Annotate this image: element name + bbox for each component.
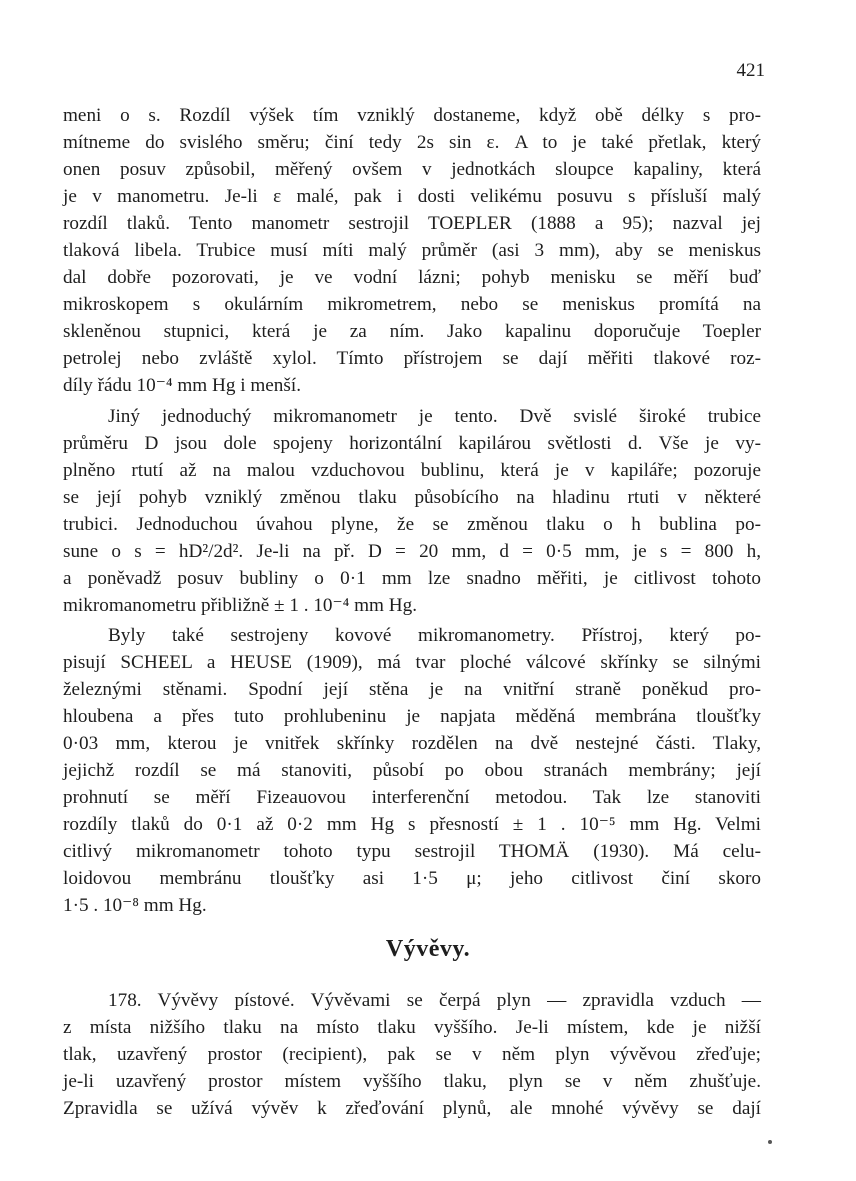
text-line: a poněvadž posuv bubliny o 0·1 mm lze snadno měřiti, je citlivost tohoto <box>63 568 761 589</box>
text-line: tlaková libela. Trubice musí míti malý průměr (asi 3 mm), aby se meniskus <box>63 240 761 261</box>
text-line: rozdíly tlaků do 0·1 až 0·2 mm Hg s přesností ± 1 . 10⁻⁵ mm Hg. Velmi <box>63 814 761 835</box>
page-number: 421 <box>736 60 765 81</box>
text-line: železnými stěnami. Spodní její stěna je na vnitřní straně poněkud pro- <box>63 679 761 700</box>
text-line: dal dobře pozorovati, je ve vodní lázni; pohyb menisku se měří buď <box>63 267 761 288</box>
text-line: díly řádu 10⁻⁴ mm Hg i menší. <box>63 375 301 396</box>
text-line: Byly také sestrojeny kovové mikromanometry. Přístroj, který po- <box>108 625 761 646</box>
text-line: rozdíl tlaků. Tento manometr sestrojil TOEPLER (1888 a 95); nazval jej <box>63 213 761 234</box>
text-line: prohnutí se měří Fizeauovou interferenční metodou. Tak lze stanoviti <box>63 787 761 808</box>
text-line: 178. Vývěvy pístové. Vývěvami se čerpá plyn — zpravidla vzduch — <box>108 990 761 1011</box>
text-line: mikroskopem s okulárním mikrometrem, nebo se meniskus promítá na <box>63 294 761 315</box>
text-line: hloubena a přes tuto prohlubeninu je napjata měděná membrána tloušťky <box>63 706 761 727</box>
scan-speck <box>768 1140 772 1144</box>
text-line: průměru D jsou dole spojeny horizontální kapilárou světlosti d. Vše je vy- <box>63 433 761 454</box>
text-line: 0·03 mm, kterou je vnitřek skřínky rozdělen na dvě nestejné části. Tlaky, <box>63 733 761 754</box>
section-heading: Vývěvy. <box>385 936 471 962</box>
text-line: tlak, uzavřený prostor (recipient), pak se v něm plyn vývěvou zřeďuje; <box>63 1044 761 1065</box>
text-line: se její pohyb vzniklý změnou tlaku působícího na hladinu rtuti v některé <box>63 487 761 508</box>
text-line: 1·5 . 10⁻⁸ mm Hg. <box>63 895 207 916</box>
text-line: Jiný jednoduchý mikromanometr je tento. Dvě svislé široké trubice <box>108 406 761 427</box>
text-line: sune o s = hD²/2d². Je-li na př. D = 20 mm, d = 0·5 mm, je s = 800 h, <box>63 541 761 562</box>
text-line: je-li uzavřený prostor místem vyššího tlaku, plyn se v něm zhušťuje. <box>63 1071 761 1092</box>
text-line: skleněnou stupnici, která je za ním. Jako kapalinu doporučuje Toepler <box>63 321 761 342</box>
text-line: petrolej nebo zvláště xylol. Tímto přístrojem se dají měřiti tlakové roz- <box>63 348 761 369</box>
text-line: meni o s. Rozdíl výšek tím vzniklý dostaneme, když obě délky s pro- <box>63 105 761 126</box>
text-line: onen posuv způsobil, měřený ovšem v jednotkách sloupce kapaliny, která <box>63 159 761 180</box>
text-line: citlivý mikromanometr tohoto typu sestrojil THOMÄ (1930). Má celu- <box>63 841 761 862</box>
text-line: pisují SCHEEL a HEUSE (1909), má tvar ploché válcové skřínky se silnými <box>63 652 761 673</box>
text-line: jejichž rozdíl se má stanoviti, působí po obou stranách membrány; její <box>63 760 761 781</box>
text-line: trubici. Jednoduchou úvahou plyne, že se změnou tlaku o h bublina po- <box>63 514 761 535</box>
text-line: loidovou membránu tloušťky asi 1·5 μ; jeho citlivost činí skoro <box>63 868 761 889</box>
text-line: Zpravidla se užívá vývěv k zřeďování plynů, ale mnohé vývěvy se dají <box>63 1098 761 1119</box>
text-line: mikromanometru přibližně ± 1 . 10⁻⁴ mm Hg. <box>63 595 418 616</box>
text-line: z místa nižšího tlaku na místo tlaku vyššího. Je-li místem, kde je nižší <box>63 1017 761 1038</box>
text-line: plněno rtutí až na malou vzduchovou bublinu, která je v kapiláře; pozoruje <box>63 460 761 481</box>
text-line: mítneme do svislého směru; činí tedy 2s sin ε. A to je také přetlak, který <box>63 132 761 153</box>
text-line: je v manometru. Je-li ε malé, pak i dosti velikému posuvu s přísluší malý <box>63 186 761 207</box>
